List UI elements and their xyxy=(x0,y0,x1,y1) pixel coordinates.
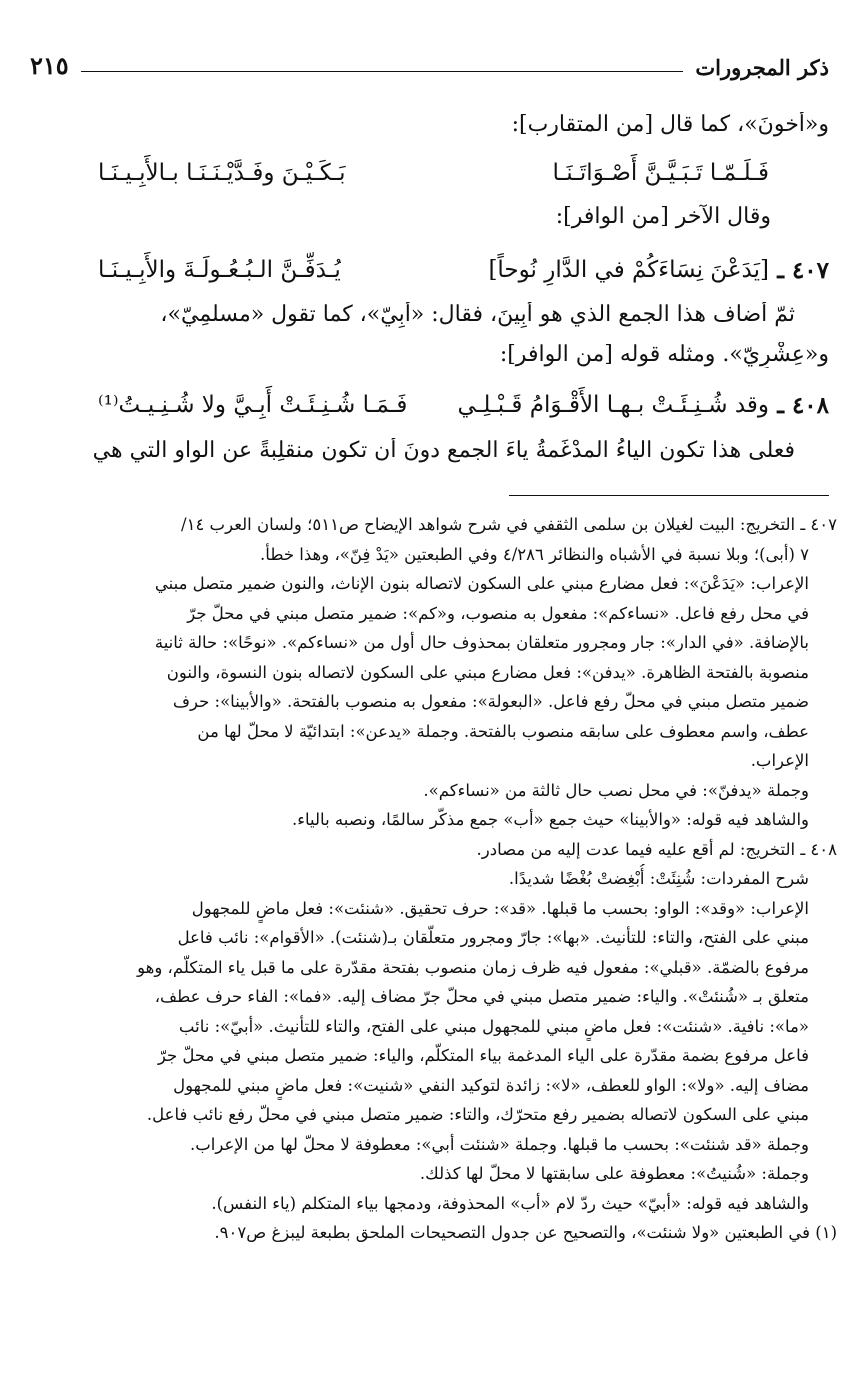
text-line: ثمّ أضاف هذا الجمع الذي هو أَبِينَ، فقال: «أَبِيّ»، كما تقول «مسلمِيّ»، xyxy=(160,302,795,327)
section-title: ذكر المجرورات xyxy=(695,55,829,80)
footnote-line: ضمير متصل مبني في محلّ رفع فاعل. «البعولة»: مفعول به منصوب بالفتحة. «والأبينا»: حرف xyxy=(172,692,809,711)
page-header xyxy=(30,40,829,80)
footnote-line: شرح المفردات: شُنِئَتْ: أُبْغِضتْ بُغْضًا شديدًا. xyxy=(508,869,809,888)
footnote-line: ٧ (أبى)؛ وبلا نسبة في الأشباه والنظائر ٤/٢٨٦ وفي الطبعتين «يَدْ فِنّ»، وهذا خطأ. xyxy=(260,544,809,564)
footnote-line: بالإضافة. «في الدار»: جار ومجرور متعلقان بمحذوف حال أول من «نساءكم». «نوحًا»: حالة ثانية xyxy=(154,633,809,652)
footnote-line: (١) في الطبعتين «ولا شنئت»، والتصحيح عن جدول التصحيحات الملحق بطبعة ليبزغ ص٩٠٧. xyxy=(214,1223,837,1242)
footnotes xyxy=(40,510,837,1248)
footnote-line: منصوبة بالفتحة الظاهرة. «يدفن»: فعل مضارع مبني على السكون لاتصاله بنون النسوة، والنون xyxy=(166,662,809,682)
footnote-line: وجملة: «شُنيتُ»: معطوفة على سابقتها لا محلّ لها كذلك. xyxy=(419,1164,809,1183)
footnote-line: مضاف إليه. «ولا»: الواو للعطف، «لا»: زائدة لتوكيد النفي «شنيت»: فعل ماضٍ مبني للمجهول xyxy=(173,1075,809,1095)
text-line: و«عِشْرِيّ». ومثله قوله [من الوافر]: xyxy=(499,342,829,367)
footnote-line: في محل رفع فاعل. «نساءكم»: مفعول به منصوب، و«كم»: ضمير متصل مبني في محلّ جرّ xyxy=(187,603,809,623)
text-line: فعلى هذا تكون الياءُ المدْغَمةُ ياءَ الجمع دونَ أن تكون منقلِبةً عن الواو التي هي xyxy=(92,438,795,463)
verse-number: ٤٠٧ ـ xyxy=(777,257,829,284)
footnote-line: فاعل مرفوع بضمة مقدّرة على الياء المدغمة بياء المتكلّم، والياء: ضمير متصل مبني في محلّ جرّ xyxy=(157,1046,809,1065)
verse-408 xyxy=(58,392,829,419)
footnote-line: عطف، واسم معطوف على سابقه منصوب بالفتحة. وجملة «يدعن»: ابتدائيّة لا محلّ لها من xyxy=(197,721,809,741)
verse-hemistich: يُـدَفِّـنَّ الـبُـعُـولَـةَ والأَبِـيـنَـا xyxy=(98,257,341,283)
verse-hemistich: بَـكَـيْـنَ وفَـدَّيْـنَـنَـا بـالأَبِـيـنَـا xyxy=(98,160,346,186)
footnote-line: ٤٠٧ ـ التخريج: البيت لغيلان بن سلمى الثقفي في شرح شواهد الإيضاح ص٥١١؛ ولسان العرب ١٤/ xyxy=(181,515,837,534)
footnote-line: الإعراب. xyxy=(750,751,809,770)
footnote-line: وجملة «يدفنّ»: في محل نصب حال ثالثة من «نساءكم». xyxy=(423,780,809,800)
footnote-line: الإعراب: «وقد»: الواو: بحسب ما قبلها. «قد»: حرف تحقيق. «شنئت»: فعل ماضٍ للمجهول xyxy=(191,898,809,918)
footnote-line: والشاهد فيه قوله: «والأبينا» حيث جمع «أب» جمع مذكّر سالمًا، ونصبه بالياء. xyxy=(292,810,809,829)
footnote-line: الإعراب: «يَدَعْنَ»: فعل مضارع مبني على السكون لاتصاله بنون الإناث، والنون ضمير متصل مبني xyxy=(154,574,809,593)
page-number: ٢١٥ xyxy=(30,51,69,80)
footnote-line: مبني على السكون لاتصاله بضمير رفع متحرّك، والتاء: ضمير متصل مبني في محلّ رفع نائب فاعل. xyxy=(146,1105,809,1124)
text-line: و«أَخونَ»، كما قال [من المتقارب]: xyxy=(511,112,829,137)
header-rule xyxy=(81,71,684,72)
footnote-line: وجملة «قد شنئت»: بحسب ما قبلها. وجملة «شنئت أبي»: معطوفة لا محلّ لها من الإعراب. xyxy=(190,1134,809,1154)
verse-hemistich: فَـمَـا شُـنِـئَـتْ أَبِـيَّ ولا شُـنِـيـتُ⁽¹⁾ xyxy=(98,392,408,418)
footnote-line: مبني على الفتح، والتاء: للتأنيث. «بها»: جارّ ومجرور متعلّقان بـ(شنئت). «الأقوام»: نائب فاعل xyxy=(177,928,809,947)
text-line: وقال الآخر [من الوافر]: xyxy=(555,204,771,229)
footnote-line: والشاهد فيه قوله: «أبيّ» حيث ردّ لام «أب» المحذوفة، ودمجها بياء المتكلم (ياء النفس). xyxy=(211,1193,809,1213)
footnote-line: «ما»: نافية. «شنئت»: فعل ماضٍ مبني للمجهول مبني على الفتح، والتاء للتأنيث. «أبيّ»: نائب xyxy=(178,1016,809,1036)
verse-hemistich: وقد شُـنِـئَـتْ بـهـا الأَقْـوَامُ قَـبْـلِـي xyxy=(457,392,769,418)
verse-407 xyxy=(58,257,829,284)
verse-hemistich: فَـلَـمّـا تَـبَـيَّـنَّ أَصْـوَاتَـنَـا xyxy=(552,160,769,186)
footnote-line: متعلق بـ «شُنئتْ». والياء: ضمير متصل مبني في محلّ جرّ مضاف إليه. «فما»: الفاء حرف عطف، xyxy=(154,987,809,1006)
verse-hemistich: [يَدَعْنَ نِسَاءَكُمْ في الدَّارِ نُوحاً] xyxy=(488,257,769,283)
verse-number: ٤٠٨ ـ xyxy=(777,392,829,419)
footnote-line: ٤٠٨ ـ التخريج: لم أقع عليه فيما عدت إليه من مصادر. xyxy=(476,839,837,859)
footnote-separator xyxy=(509,495,829,496)
footnote-line: مرفوع بالضمّة. «قبلي»: مفعول فيه ظرف زمان منصوب بفتحة مقدّرة على ما قبل ياء المتكلّم، وهو xyxy=(137,957,809,977)
